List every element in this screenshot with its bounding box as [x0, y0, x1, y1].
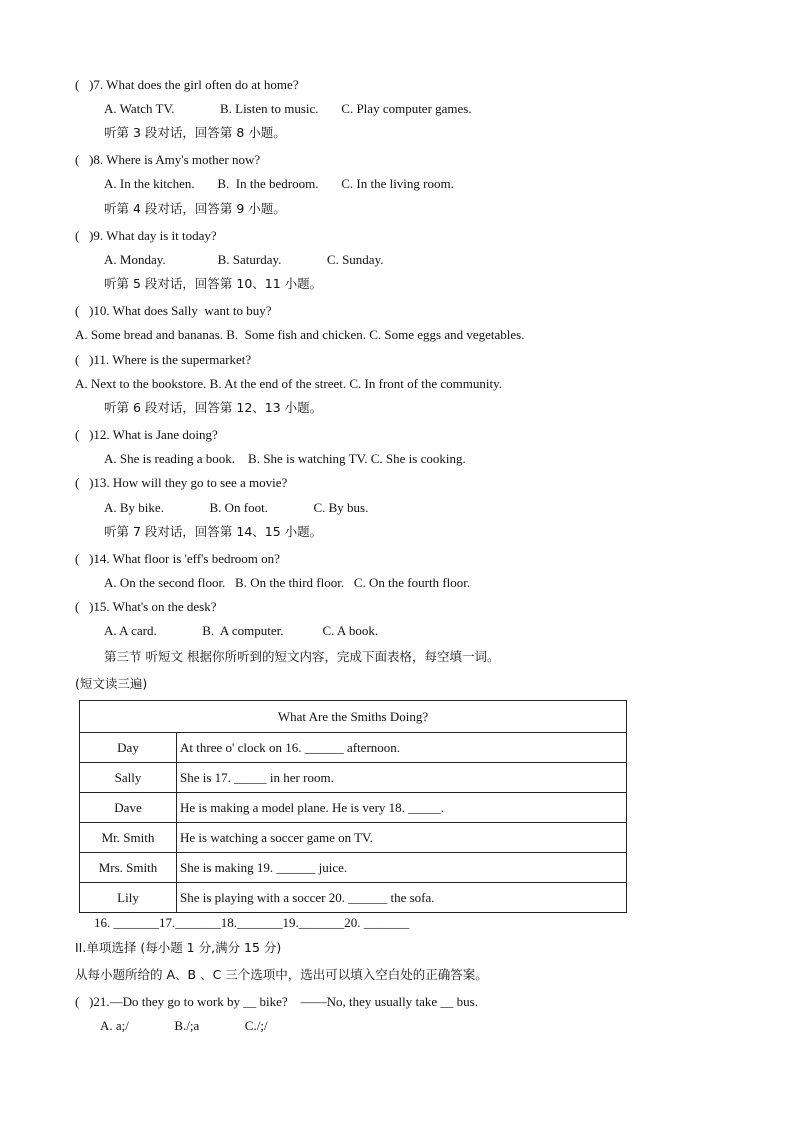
- table-row: [80, 793, 627, 823]
- question-7-options: A. Watch TV. B. Listen to music. C. Play computer games.: [104, 101, 472, 116]
- table-row: [80, 733, 627, 763]
- table-caption: What Are the Smiths Doing?: [80, 701, 627, 733]
- question-21-options: A. a;/ B./;a C./;/: [100, 1018, 268, 1033]
- section-3-title: 第三节 听短文 根据你所听到的短文内容，完成下面表格，每空填一词。: [104, 649, 500, 664]
- question-11-options: A. Next to the bookstore. B. At the end of the street. C. In front of the community.: [75, 376, 502, 391]
- question-13: ( )13. How will they go to see a movie?: [75, 475, 288, 490]
- instruction-dialogue-5: 听第 5 段对话，回答第 10、11 小题。: [104, 276, 323, 291]
- question-14-options: A. On the second floor. B. On the third floor. C. On the fourth floor.: [104, 575, 471, 590]
- question-12: ( )12. What is Jane doing?: [75, 427, 218, 442]
- question-9: ( )9. What day is it today?: [75, 228, 217, 243]
- row-text: He is making a model plane. He is very 18. _____.: [177, 793, 627, 823]
- question-14: ( )14. What floor is 'eff's bedroom on?: [75, 551, 280, 566]
- part-2-title: II.单项选择 (每小题 1 分,满分 15 分): [75, 940, 282, 955]
- smiths-table: [79, 700, 627, 913]
- row-label: Dave: [80, 793, 177, 823]
- table-row: [80, 763, 627, 793]
- question-21: ( )21.—Do they go to work by __ bike? ——No, they usually take __ bus.: [75, 994, 478, 1009]
- answer-blanks-line: 16. _______17._______18._______19._______20. _______: [94, 915, 410, 930]
- row-label: Mrs. Smith: [80, 853, 177, 883]
- row-label: Lily: [80, 883, 177, 913]
- question-10-options: A. Some bread and bananas. B. Some fish and chicken. C. Some eggs and vegetables.: [75, 327, 525, 342]
- row-text: At three o' clock on 16. ______ afternoon.: [177, 733, 627, 763]
- table-row: [80, 853, 627, 883]
- row-text: He is watching a soccer game on TV.: [177, 823, 627, 853]
- question-15-options: A. A card. B. A computer. C. A book.: [104, 623, 379, 638]
- instruction-dialogue-7: 听第 7 段对话，回答第 14、15 小题。: [104, 524, 323, 539]
- row-label: Mr. Smith: [80, 823, 177, 853]
- question-11: ( )11. Where is the supermarket?: [75, 352, 252, 367]
- question-8: ( )8. Where is Amy's mother now?: [75, 152, 261, 167]
- question-7: ( )7. What does the girl often do at home?: [75, 77, 299, 92]
- row-label: Sally: [80, 763, 177, 793]
- question-9-options: A. Monday. B. Saturday. C. Sunday.: [104, 252, 384, 267]
- table-caption-row: [80, 701, 627, 733]
- question-15: ( )15. What's on the desk?: [75, 599, 217, 614]
- question-13-options: A. By bike. B. On foot. C. By bus.: [104, 500, 369, 515]
- row-text: She is making 19. ______ juice.: [177, 853, 627, 883]
- question-8-options: A. In the kitchen. B. In the bedroom. C. In the living room.: [104, 176, 454, 191]
- instruction-dialogue-3: 听第 3 段对话，回答第 8 小题。: [104, 125, 286, 140]
- section-3-note: (短文读三遍): [75, 676, 148, 691]
- row-text: She is 17. _____ in her room.: [177, 763, 627, 793]
- question-10: ( )10. What does Sally want to buy?: [75, 303, 272, 318]
- table-row: [80, 823, 627, 853]
- instruction-dialogue-6: 听第 6 段对话，回答第 12、13 小题。: [104, 400, 323, 415]
- row-text: She is playing with a soccer 20. ______ the sofa.: [177, 883, 627, 913]
- part-2-instruction: 从每小题所给的 A、B 、C 三个选项中，选出可以填入空白处的正确答案。: [75, 967, 488, 982]
- instruction-dialogue-4: 听第 4 段对话，回答第 9 小题。: [104, 201, 286, 216]
- question-12-options: A. She is reading a book. B. She is watching TV. C. She is cooking.: [104, 451, 466, 466]
- table-row: [80, 883, 627, 913]
- row-label: Day: [80, 733, 177, 763]
